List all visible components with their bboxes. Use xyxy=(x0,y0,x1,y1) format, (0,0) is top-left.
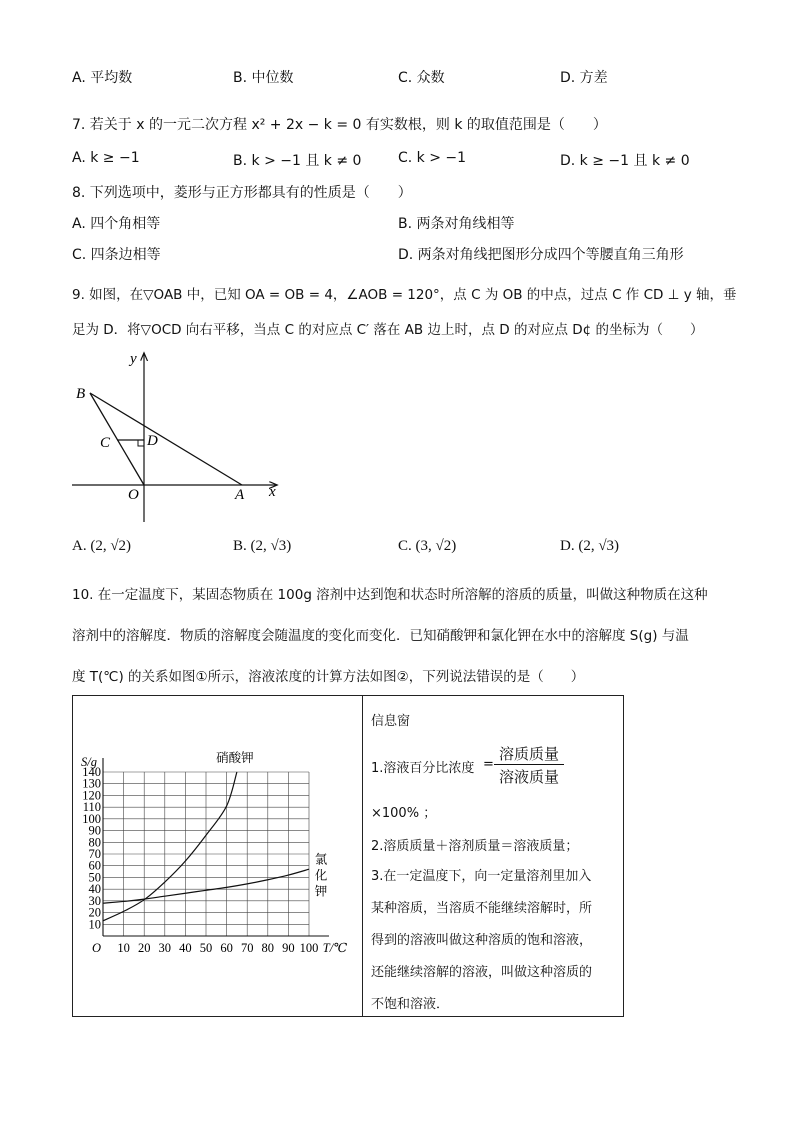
y-axis-label: S/g xyxy=(81,755,97,769)
label-d: D xyxy=(147,433,158,449)
x-tick-label: 80 xyxy=(261,941,275,955)
info-fraction-bar xyxy=(494,764,564,765)
x-tick-label: 50 xyxy=(199,941,213,955)
solubility-chart xyxy=(73,696,362,1016)
label-c: C xyxy=(100,435,111,451)
label-o: O xyxy=(128,487,139,503)
y-tick-label: 120 xyxy=(82,788,101,803)
segment-ob xyxy=(90,393,144,485)
info-item1-prefix: 1.溶液百分比浓度 xyxy=(371,761,475,776)
q9-option-d: D. (2, √3) xyxy=(560,538,620,554)
y-tick-label: 70 xyxy=(88,847,101,861)
q6-option-a: A. 平均数 xyxy=(72,70,133,86)
q9-figure xyxy=(68,348,288,526)
frame-divider xyxy=(362,696,363,1016)
label-b: B xyxy=(76,386,86,402)
info-item3-line2: 某种溶质，当溶质不能继续溶解时，所 xyxy=(371,901,593,916)
q7-stem: 7. 若关于 x 的一元二次方程 x² + 2x − k = 0 有实数根，则 k 的取值范围是（ ） xyxy=(72,117,607,133)
q8-option-d: D. 两条对角线把图形分成四个等腰直角三角形 xyxy=(398,247,684,263)
label-a: A xyxy=(235,487,245,503)
y-tick-label: 50 xyxy=(88,870,101,885)
right-angle-mark xyxy=(138,440,144,446)
y-tick-label: 100 xyxy=(82,811,101,826)
y-tick-label: 10 xyxy=(88,917,101,932)
q8-option-c: C. 四条边相等 xyxy=(72,247,161,263)
info-item3-line4: 还能继续溶解的溶液，叫做这种溶质的 xyxy=(371,965,593,980)
q7-option-a: A. k ≥ −1 xyxy=(72,150,140,166)
y-tick-label: 30 xyxy=(88,893,101,908)
x-tick-label: 60 xyxy=(220,941,233,955)
info-item3-line3: 得到的溶液叫做这种溶质的饱和溶液， xyxy=(371,933,593,948)
q9-stem-line1: 9. 如图，在▽OAB 中，已知 OA = OB = 4，∠AOB = 120°，点 C 为 OB 的中点，过点 C 作 CD ⊥ y 轴，垂 xyxy=(72,287,737,303)
y-tick-label: 40 xyxy=(88,882,101,897)
q10-stem-line3: 度 T(℃) 的关系如图①所示，溶液浓度的计算方法如图②，下列说法错误的是（ ） xyxy=(72,669,585,685)
series-label-kcl-char: 钾 xyxy=(314,884,328,899)
q8-option-a: A. 四个角相等 xyxy=(72,216,161,232)
q7-option-c: C. k > −1 xyxy=(398,150,467,166)
q7-option-d: D. k ≥ −1 且 k ≠ 0 xyxy=(560,153,690,169)
y-tick-label: 80 xyxy=(88,835,101,850)
series-label-kcl-char: 化 xyxy=(314,868,328,883)
q10-stem-line1: 10. 在一定温度下，某固态物质在 100g 溶剂中达到饱和状态时所溶解的溶质的质量，叫做这种物质在这种 xyxy=(72,587,708,603)
x-tick-label: 40 xyxy=(179,941,192,955)
info-fraction-denominator: 溶液质量 xyxy=(498,768,559,786)
series-line-kno3 xyxy=(103,772,237,921)
series-label-kno3: 硝酸钾 xyxy=(216,751,254,765)
x-axis-label: T/℃ xyxy=(322,941,348,955)
x-tick-label: 100 xyxy=(299,941,319,955)
figure-frame xyxy=(72,695,624,1017)
q8-option-b: B. 两条对角线相等 xyxy=(398,216,515,232)
q7-option-b: B. k > −1 且 k ≠ 0 xyxy=(233,153,362,169)
info-item3-line5: 不饱和溶液． xyxy=(371,997,450,1012)
q6-option-d: D. 方差 xyxy=(560,70,608,86)
info-item1-suffix: ×100% ； xyxy=(371,806,437,821)
y-tick-label: 130 xyxy=(82,776,101,791)
info-title: 信息窗 xyxy=(371,714,411,729)
info-fraction-numerator: 溶质质量 xyxy=(498,745,559,763)
y-tick-label: 60 xyxy=(88,858,101,873)
info-equals: = xyxy=(483,757,494,772)
info-item2: 2.溶质质量＋溶剂质量＝溶液质量； xyxy=(371,839,579,854)
q9-option-c: C. (3, √2) xyxy=(398,538,457,554)
q6-option-c: C. 众数 xyxy=(398,70,445,86)
x-tick-label: 70 xyxy=(240,941,254,955)
y-tick-label: 140 xyxy=(82,765,101,779)
x-tick-label: 90 xyxy=(282,941,295,955)
x-tick-label: 10 xyxy=(117,941,130,955)
segment-ab xyxy=(90,393,242,485)
q6-option-b: B. 中位数 xyxy=(233,70,294,86)
q8-stem: 8. 下列选项中，菱形与正方形都具有的性质是（ ） xyxy=(72,185,412,201)
q9-stem-line2: 足为 D．将▽OCD 向右平移，当点 C 的对应点 C′ 落在 AB 边上时，点 D 的对应点 D¢ 的坐标为（ ） xyxy=(72,322,704,338)
info-item3-line1: 3.在一定温度下，向一定量溶剂里加入 xyxy=(371,869,592,884)
label-x: x xyxy=(269,484,276,500)
y-tick-label: 110 xyxy=(82,800,101,815)
origin-label: O xyxy=(91,941,101,955)
q9-option-b: B. (2, √3) xyxy=(233,538,292,554)
y-tick-label: 90 xyxy=(88,823,101,838)
y-tick-label: 20 xyxy=(88,905,101,920)
q9-option-a: A. (2, √2) xyxy=(72,538,132,554)
q10-stem-line2: 溶剂中的溶解度．物质的溶解度会随温度的变化而变化．已知硝酸钾和氯化钾在水中的溶解度 S(g) 与温 xyxy=(72,628,689,644)
series-label-kcl-char: 氯 xyxy=(314,852,328,867)
x-tick-label: 30 xyxy=(158,941,172,955)
label-y: y xyxy=(130,351,137,367)
x-tick-label: 20 xyxy=(137,941,151,955)
